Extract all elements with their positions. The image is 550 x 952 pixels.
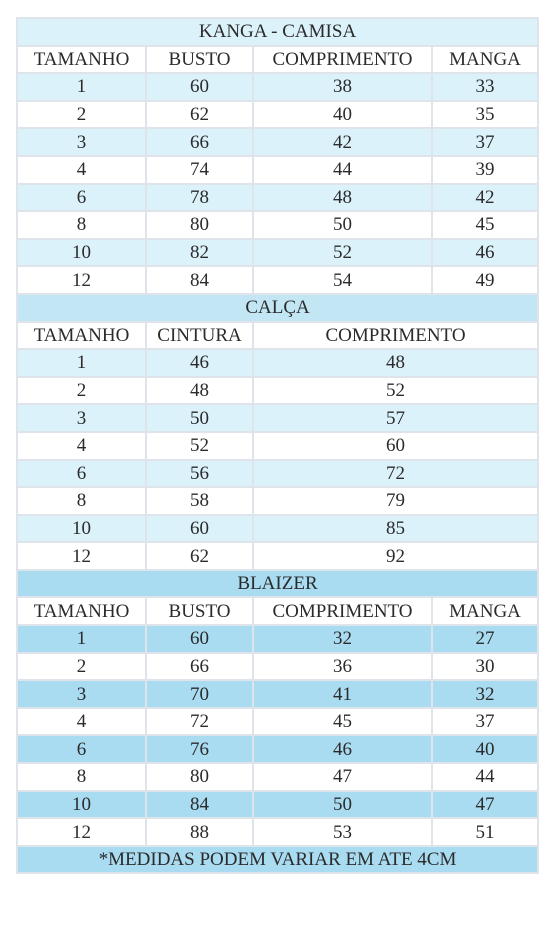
column-header: COMPRIMENTO <box>253 46 432 74</box>
calca-title-row <box>17 294 538 322</box>
table-row <box>17 791 538 819</box>
table-cell: 4 <box>17 156 146 184</box>
table-cell: 10 <box>17 239 146 267</box>
table-cell: 58 <box>146 487 253 515</box>
table-cell: 70 <box>146 680 253 708</box>
table-cell: 6 <box>17 735 146 763</box>
table-cell: 62 <box>146 101 253 129</box>
table-cell: 12 <box>17 542 146 570</box>
calca-header-row <box>17 322 538 350</box>
table-cell: 1 <box>17 349 146 377</box>
table-cell: 50 <box>253 211 432 239</box>
table-cell: 48 <box>146 377 253 405</box>
table-cell: 4 <box>17 708 146 736</box>
table-cell: 38 <box>253 73 432 101</box>
table-cell: 41 <box>253 680 432 708</box>
table-row <box>17 680 538 708</box>
table-row <box>17 184 538 212</box>
table-cell: 44 <box>432 763 538 791</box>
table-cell: 4 <box>17 432 146 460</box>
table-cell: 66 <box>146 653 253 681</box>
table-cell: 3 <box>17 404 146 432</box>
table-cell: 2 <box>17 377 146 405</box>
table-row <box>17 515 538 543</box>
table-row <box>17 763 538 791</box>
table-cell: 12 <box>17 266 146 294</box>
table-cell: 60 <box>146 73 253 101</box>
table-cell: 66 <box>146 128 253 156</box>
table-cell: 80 <box>146 211 253 239</box>
table-row <box>17 735 538 763</box>
table-cell: 8 <box>17 763 146 791</box>
column-header: MANGA <box>432 597 538 625</box>
table-row <box>17 101 538 129</box>
table-cell: 42 <box>432 184 538 212</box>
kanga-camisa-title-row <box>17 18 538 46</box>
column-header: BUSTO <box>146 597 253 625</box>
table-cell: 12 <box>17 818 146 846</box>
table-row <box>17 211 538 239</box>
table-cell: 3 <box>17 128 146 156</box>
kanga-camisa-header-row <box>17 46 538 74</box>
table-cell: 92 <box>253 542 538 570</box>
table-cell: 60 <box>253 432 538 460</box>
table-cell: 10 <box>17 515 146 543</box>
table-cell: 6 <box>17 460 146 488</box>
table-cell: 40 <box>253 101 432 129</box>
table-cell: 60 <box>146 515 253 543</box>
table-cell: 45 <box>432 211 538 239</box>
table-cell: 44 <box>253 156 432 184</box>
table-cell: 88 <box>146 818 253 846</box>
table-cell: 78 <box>146 184 253 212</box>
footnote: *MEDIDAS PODEM VARIAR EM ATE 4CM <box>17 846 538 874</box>
table-row <box>17 349 538 377</box>
section-title: CALÇA <box>17 294 538 322</box>
section-title: KANGA - CAMISA <box>17 18 538 46</box>
table-row <box>17 239 538 267</box>
table-cell: 60 <box>146 625 253 653</box>
table-cell: 76 <box>146 735 253 763</box>
table-row <box>17 266 538 294</box>
table-row <box>17 542 538 570</box>
table-cell: 74 <box>146 156 253 184</box>
table-row <box>17 377 538 405</box>
table-cell: 3 <box>17 680 146 708</box>
table-cell: 46 <box>432 239 538 267</box>
column-header: COMPRIMENTO <box>253 322 538 350</box>
section-title: BLAIZER <box>17 570 538 598</box>
blaizer-header-row <box>17 597 538 625</box>
blaizer-title-row <box>17 570 538 598</box>
table-cell: 32 <box>253 625 432 653</box>
table-row <box>17 653 538 681</box>
table-cell: 8 <box>17 487 146 515</box>
table-cell: 72 <box>253 460 538 488</box>
table-cell: 6 <box>17 184 146 212</box>
table-cell: 52 <box>253 377 538 405</box>
table-cell: 47 <box>432 791 538 819</box>
table-row <box>17 487 538 515</box>
table-cell: 57 <box>253 404 538 432</box>
table-cell: 48 <box>253 184 432 212</box>
column-header: TAMANHO <box>17 46 146 74</box>
table-cell: 53 <box>253 818 432 846</box>
table-cell: 51 <box>432 818 538 846</box>
column-header: TAMANHO <box>17 322 146 350</box>
table-cell: 80 <box>146 763 253 791</box>
size-chart-table <box>16 17 539 874</box>
table-cell: 46 <box>253 735 432 763</box>
table-cell: 37 <box>432 128 538 156</box>
table-cell: 56 <box>146 460 253 488</box>
table-cell: 47 <box>253 763 432 791</box>
column-header: COMPRIMENTO <box>253 597 432 625</box>
table-cell: 52 <box>253 239 432 267</box>
table-cell: 62 <box>146 542 253 570</box>
table-cell: 1 <box>17 73 146 101</box>
table-cell: 40 <box>432 735 538 763</box>
table-cell: 36 <box>253 653 432 681</box>
table-row <box>17 404 538 432</box>
table-row <box>17 818 538 846</box>
column-header: BUSTO <box>146 46 253 74</box>
table-cell: 10 <box>17 791 146 819</box>
table-cell: 50 <box>253 791 432 819</box>
column-header: TAMANHO <box>17 597 146 625</box>
table-cell: 48 <box>253 349 538 377</box>
table-cell: 49 <box>432 266 538 294</box>
table-row <box>17 156 538 184</box>
table-cell: 2 <box>17 653 146 681</box>
table-row <box>17 128 538 156</box>
table-cell: 33 <box>432 73 538 101</box>
table-cell: 84 <box>146 791 253 819</box>
table-cell: 32 <box>432 680 538 708</box>
table-cell: 84 <box>146 266 253 294</box>
table-cell: 79 <box>253 487 538 515</box>
table-cell: 27 <box>432 625 538 653</box>
table-row <box>17 432 538 460</box>
table-cell: 50 <box>146 404 253 432</box>
table-cell: 37 <box>432 708 538 736</box>
table-cell: 72 <box>146 708 253 736</box>
table-cell: 8 <box>17 211 146 239</box>
table-cell: 1 <box>17 625 146 653</box>
table-cell: 35 <box>432 101 538 129</box>
table-row <box>17 73 538 101</box>
footnote-row <box>17 846 538 874</box>
table-cell: 46 <box>146 349 253 377</box>
table-cell: 39 <box>432 156 538 184</box>
table-cell: 85 <box>253 515 538 543</box>
table-cell: 52 <box>146 432 253 460</box>
column-header: CINTURA <box>146 322 253 350</box>
table-cell: 54 <box>253 266 432 294</box>
table-cell: 30 <box>432 653 538 681</box>
table-row <box>17 625 538 653</box>
table-cell: 2 <box>17 101 146 129</box>
table-cell: 82 <box>146 239 253 267</box>
table-cell: 42 <box>253 128 432 156</box>
table-cell: 45 <box>253 708 432 736</box>
table-row <box>17 460 538 488</box>
table-row <box>17 708 538 736</box>
column-header: MANGA <box>432 46 538 74</box>
